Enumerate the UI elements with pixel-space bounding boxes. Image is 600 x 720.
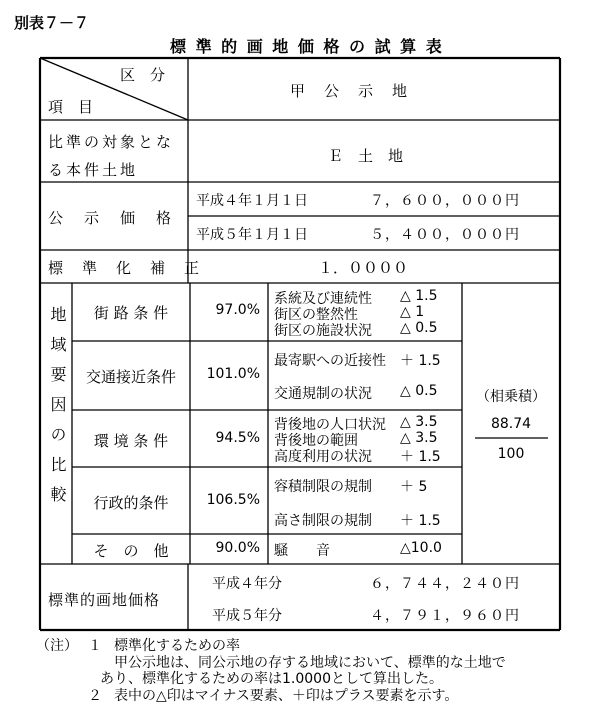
factor-pct: 97.0% — [215, 302, 260, 318]
factor-pct: 90.0% — [215, 540, 260, 556]
std-price-amount-1: ６，７４４，２４０円 — [370, 576, 520, 592]
product-label: （相乗積） — [476, 389, 546, 405]
public-price-label: 公 示 価 格 — [48, 209, 175, 227]
factor-item-name: 交通規制の状況 — [274, 386, 372, 402]
product-denominator: 100 — [497, 446, 525, 462]
factor-item-name: 背後地の範囲 — [274, 433, 358, 449]
doc-id: 別表７－７ — [14, 14, 90, 32]
factor-item-name: 容積制限の規制 — [274, 479, 372, 495]
regional-factor-label: 地域要因の比較 — [48, 306, 67, 516]
corner-category-label: 区 分 — [120, 66, 166, 84]
factor-item-value: ＋ 1.5 — [400, 449, 441, 465]
factor-pct: 106.5% — [206, 492, 260, 508]
note-1-line-2: あり、標準化するための率は1.0000として算出した。 — [100, 671, 443, 687]
factor-label: 行政的条件 — [93, 494, 169, 512]
public-price-amount-2: ５，４００，０００円 — [370, 227, 520, 243]
factor-pct: 94.5% — [215, 430, 260, 446]
page-title: 標 準 的 画 地 価 格 の 試 算 表 — [170, 37, 444, 56]
comparison-label: 比準の対象となる本件土地 — [48, 133, 175, 179]
factor-item-value: ＋ 1.5 — [400, 353, 441, 369]
std-price-amount-2: ４，７９１，９６０円 — [370, 608, 520, 624]
factor-item-name: 高さ制限の規制 — [274, 513, 372, 529]
comparison-value: Ｅ 土 地 — [328, 147, 404, 165]
public-price-amount-1: ７，６００，０００円 — [370, 193, 520, 209]
public-price-date-2: 平成５年１月１日 — [196, 227, 308, 243]
standardization-label: 標 準 化 補 正 — [48, 259, 202, 277]
factor-item-value: △ 0.5 — [400, 320, 438, 336]
std-price-period-2: 平成５年分 — [212, 608, 282, 624]
note-2-text: 表中の△印はマイナス要素、＋印はプラス要素を示す。 — [114, 688, 459, 704]
factor-label: 交通接近条件 — [85, 368, 176, 386]
factor-item-value: △ 3.5 — [400, 430, 438, 446]
factor-item-value: △ 1 — [400, 304, 425, 320]
public-price-date-1: 平成４年１月１日 — [196, 193, 308, 209]
factor-item-value: △ 1.5 — [400, 288, 438, 304]
note-1-line-1: 甲公示地は、同公示地の存する地域において、標準的な土地で — [114, 655, 506, 671]
factor-item-value: △ 3.5 — [400, 414, 438, 430]
factor-label: そ の 他 — [93, 542, 169, 560]
factor-label: 街 路 条 件 — [93, 304, 169, 322]
factor-label: 環 境 条 件 — [93, 432, 169, 450]
factor-item-value: ＋ 1.5 — [400, 513, 441, 529]
standardization-value: １．００００ — [318, 259, 409, 277]
notes-prefix: （注） — [36, 638, 78, 654]
corner-item-label: 項 目 — [48, 98, 94, 116]
std-price-period-1: 平成４年分 — [212, 576, 282, 592]
product-numerator: 88.74 — [490, 416, 532, 432]
std-price-label: 標準的画地価格 — [48, 591, 161, 609]
factor-item-name: 街区の整然性 — [274, 307, 358, 323]
factor-item-name: 背後地の人口状況 — [274, 417, 386, 433]
factor-item-value: △10.0 — [400, 540, 442, 556]
factor-item-value: △ 0.5 — [400, 383, 438, 399]
factor-item-name: 最寄駅への近接性 — [274, 353, 386, 369]
factor-item-name: 街区の施設状況 — [274, 323, 372, 339]
factor-item-name: 系統及び連続性 — [274, 291, 372, 307]
factor-item-value: ＋ 5 — [400, 479, 428, 495]
factor-pct: 101.0% — [206, 366, 260, 382]
subject-header: 甲 公 示 地 — [290, 82, 410, 100]
note-1-title: 標準化するための率 — [114, 638, 240, 654]
note-2-number: ２ — [88, 688, 102, 704]
factor-item-name: 騒 音 — [274, 543, 330, 559]
factor-item-name: 高度利用の状況 — [274, 449, 372, 465]
note-1-number: １ — [88, 638, 102, 654]
